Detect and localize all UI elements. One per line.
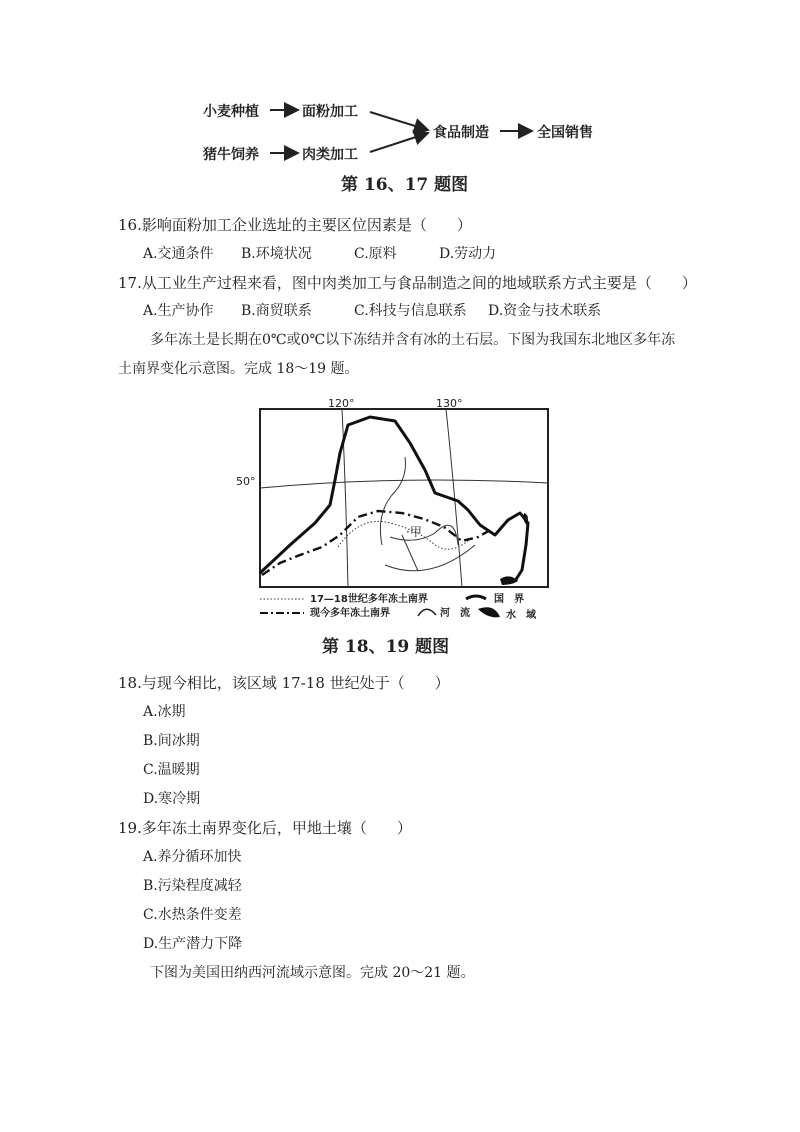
q17-option-d: D.资金与技术联系: [488, 303, 602, 319]
legend-past-label: 17—18世纪多年冻土南界: [310, 594, 428, 605]
intro-18-19-line1: 多年冻土是长期在0℃或0℃以下冻结并含有冰的土石层。下图为我国东北地区多年冻: [150, 332, 676, 348]
q18-option-d: D.寒冷期: [143, 791, 201, 807]
figure-caption-18-19: 第 18、19 题图: [322, 637, 450, 657]
q17-option-b: B.商贸联系: [241, 303, 312, 319]
q16-option-d: D.劳动力: [439, 246, 497, 262]
intro-20-21: 下图为美国田纳西河流域示意图。完成 20～21 题。: [150, 965, 475, 981]
flow-node-wheat: 小麦种植: [203, 104, 259, 120]
lon-label-120: 120°: [328, 397, 355, 410]
q16-option-c: C.原料: [354, 246, 397, 262]
lon-label-130: 130°: [436, 397, 463, 410]
figure-caption-16-17: 第 16、17 题图: [341, 175, 469, 195]
q19-option-c: C.水热条件变差: [143, 907, 242, 923]
legend-river-label: 河 流: [440, 608, 470, 619]
q19-option-b: B.污染程度减轻: [143, 878, 242, 894]
arrow-flour-food: [370, 112, 428, 130]
legend-water-label: 水 域: [506, 610, 536, 621]
q17-option-a: A.生产协作: [143, 303, 214, 319]
question-16-stem: 16.影响面粉加工企业选址的主要区位因素是（ ）: [118, 216, 472, 234]
flow-node-meat: 肉类加工: [302, 147, 358, 163]
place-jia-label: ·甲: [406, 525, 422, 539]
q18-option-c: C.温暖期: [143, 762, 200, 778]
question-18-stem: 18.与现今相比，该区域 17-18 世纪处于（ ）: [118, 674, 450, 692]
flow-node-flour: 面粉加工: [302, 104, 358, 120]
question-19-stem: 19.多年冻土南界变化后，甲地土壤（ ）: [118, 819, 412, 837]
q19-option-d: D.生产潜力下降: [143, 936, 243, 952]
legend-water-swatch: [478, 607, 500, 617]
arrow-meat-food: [370, 133, 428, 152]
flow-node-food: 食品制造: [433, 125, 489, 141]
q16-option-b: B.环境状况: [241, 246, 312, 262]
q19-option-a: A.养分循环加快: [143, 849, 242, 865]
q18-option-a: A.冰期: [143, 704, 186, 720]
lat-label-50: 50°: [236, 475, 256, 488]
map-svg: [230, 395, 570, 630]
q16-option-a: A.交通条件: [143, 246, 214, 262]
flow-node-sales: 全国销售: [537, 125, 593, 141]
flow-node-livestock: 猪牛饲养: [203, 147, 259, 163]
legend-border-swatch: [466, 596, 486, 599]
legend-river-swatch: [418, 609, 436, 616]
q17-option-c: C.科技与信息联系: [354, 303, 467, 319]
legend-border-label: 国 界: [494, 594, 524, 605]
intro-18-19-line2: 土南界变化示意图。完成 18～19 题。: [118, 361, 359, 377]
question-17-stem: 17.从工业生产过程来看，图中肉类加工与食品制造之间的地域联系方式主要是（ ）: [118, 274, 697, 292]
q18-option-b: B.间冰期: [143, 733, 200, 749]
legend-now-label: 现今多年冻土南界: [310, 608, 390, 619]
